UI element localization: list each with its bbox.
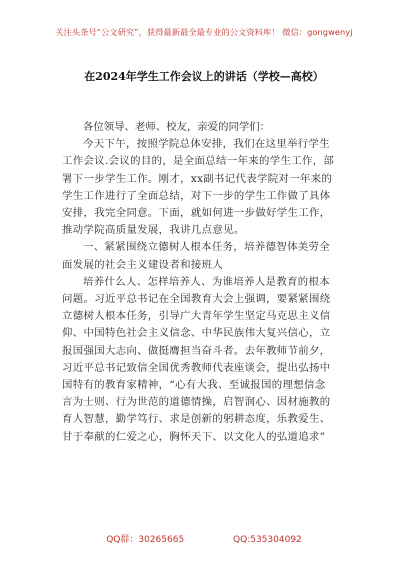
text-line: 安排，我完全同意。下面，就如何进一步做好学生工作， (62, 207, 331, 220)
paragraph-intro (62, 136, 350, 239)
text-line: 仰、中国特色社会主义信念、中华民族伟大复兴信心，立 (62, 327, 331, 340)
text-line: 育人智慧，勤学笃行、求是创新的躬耕态度，乐教爱生、 (62, 413, 331, 426)
text-line: 今天下午，按照学院总体安排，我们在这里举行学生 (83, 138, 331, 151)
text-line: 报国强国大志向、做挺膺担当奋斗者。去年教师节前夕， (62, 344, 331, 357)
qq-number-label: QQ:535304092 (233, 535, 302, 545)
text-line: 工作会议.会议的目的，是全面总结一年来的学生工作，部 (62, 155, 335, 168)
text-line: 署下一步学生工作。刚才，xx副书记代表学院对一年来的 (62, 172, 333, 185)
text-line: 甘于奉献的仁爱之心，胸怀天下、以文化人的弘道追求” (62, 430, 326, 443)
text-line: 立德树人根本任务，引导广大青年学生坚定马克思主义信 (62, 310, 331, 323)
text-line: 习近平总书记致信全国优秀教师代表座谈会，提出弘扬中 (62, 361, 331, 374)
document-title: 在2024年学生工作会议上的讲话（学校—高校） (84, 70, 324, 83)
text-line: 面发展的社会主义建设者和接班人 (62, 258, 224, 271)
text-line: 学生工作进行了全面总结，对下一步的学生工作做了具体 (62, 189, 331, 202)
salutation: 各位领导、老师、校友，亲爱的同学们： (83, 121, 271, 133)
contact-footer (0, 532, 408, 545)
text-line: 问题。习近平总书记在全国教育大会上强调，要紧紧围绕 (62, 293, 331, 306)
promo-banner: 关注头条号“公文研究”，获得最新最全最专业的公文资料库！ 微信：gongwenyj (55, 27, 353, 37)
text-line: 培养什么人、怎样培养人、为谁培养人是教育的根本 (83, 275, 331, 288)
document-body (62, 119, 350, 446)
text-line: 一、紧紧围绕立德树人根本任务，培养德智体美劳全 (83, 241, 331, 254)
text-line: 推动学院高质量发展，我讲几点意见。 (62, 224, 245, 237)
text-line: 言为士则、行为世范的道德情操，启智润心、因材施教的 (62, 396, 331, 409)
qq-group-label: QQ群：30265665 (106, 535, 185, 545)
section-heading (62, 239, 350, 273)
text-line: 国特有的教育家精神，“心有大我、至诚报国的理想信念 (62, 379, 326, 392)
paragraph-body (62, 274, 350, 446)
